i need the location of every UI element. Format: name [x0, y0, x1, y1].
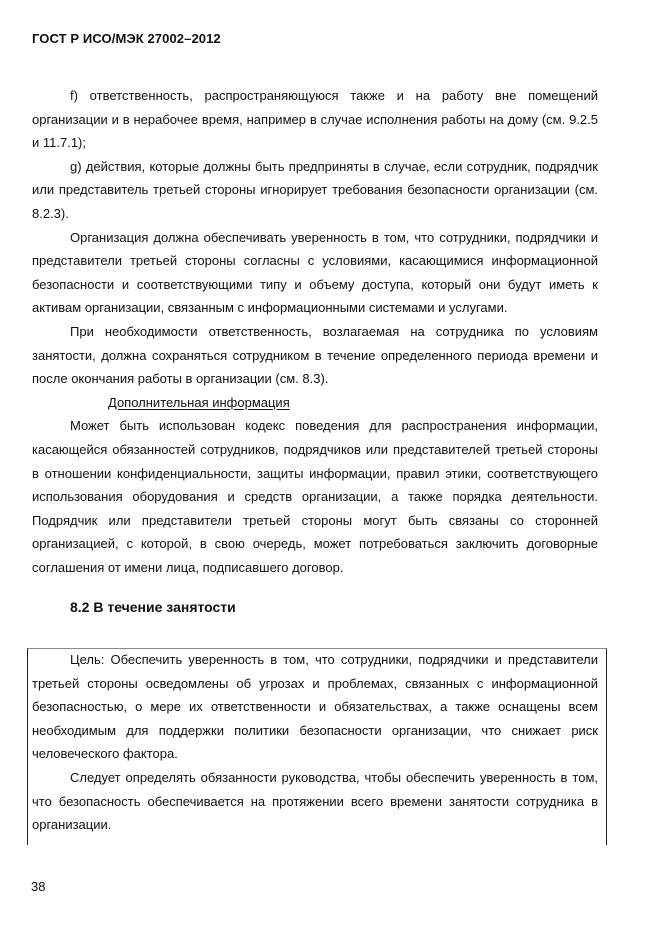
paragraph-g: g) действия, которые должны быть предприняты в случае, если сотрудник, подрядчик или представитель третьей стороны игнорирует требования безопасности организации (см. 8.2.3). — [32, 158, 598, 221]
objective-paragraph: Цель: Обеспечить уверенность в том, что сотрудники, подрядчики и представители третьей стороны осведомлены об угрозах и проблемах, связанных с информационной безопасностью, о мере их ответственности и обязательствах, а также оснащены всем необходимым для поддержки политики безопасности организации, что снижает риск человеческого фактора. — [32, 652, 598, 762]
paragraph-responsibility: При необходимости ответственность, возлагаемая на сотрудника по условиям занятости, должна сохраняться сотрудником в течение определенного периода времени и после окончания работы в организации (см. 8.3). — [32, 323, 598, 387]
section-title: 8.2 В течение занятости — [70, 599, 236, 615]
paragraph-organization: Организация должна обеспечивать уверенность в том, что сотрудники, подрядчики и представители третьей стороны согласны с условиями, касающимися информационной безопасности и соответствующими типу и объему доступа, который они будут иметь к активам организации, связанным с информационными системами и услугами. — [32, 229, 598, 316]
additional-info-heading: Дополнительная информация — [108, 394, 290, 410]
objective-box-text — [32, 648, 598, 837]
main-content — [32, 84, 598, 579]
management-paragraph: Следует определять обязанности руководства, чтобы обеспечить уверенность в том, что безопасность обеспечивается на протяжении всего времени занятости сотрудника в организации. — [32, 769, 598, 833]
document-header: ГОСТ Р ИСО/МЭК 27002–2012 — [32, 31, 221, 46]
page-number: 38 — [31, 879, 46, 894]
paragraph-f: f) ответственность, распространяющуюся также и на работу вне помещений организации и в нерабочее время, например в случае исполнения работы на дому (см. 9.2.5 и 11.7.1); — [32, 88, 598, 151]
paragraph-code-of-conduct: Может быть использован кодекс поведения для распространения информации, касающейся обязанностей сотрудников, подрядчиков или представителей третьей стороны в отношении конфиденциальности, защиты информации, правил этики, соответствующего использования оборудования и средств организации, а также порядка деятельности. Подрядчик или представители третьей стороны могут быть связаны со сторонней организацией, с которой, в свою очередь, может потребоваться заключить договорные соглашения от имени лица, подписавшего договор. — [32, 418, 598, 575]
additional-info-heading-row — [32, 391, 598, 415]
